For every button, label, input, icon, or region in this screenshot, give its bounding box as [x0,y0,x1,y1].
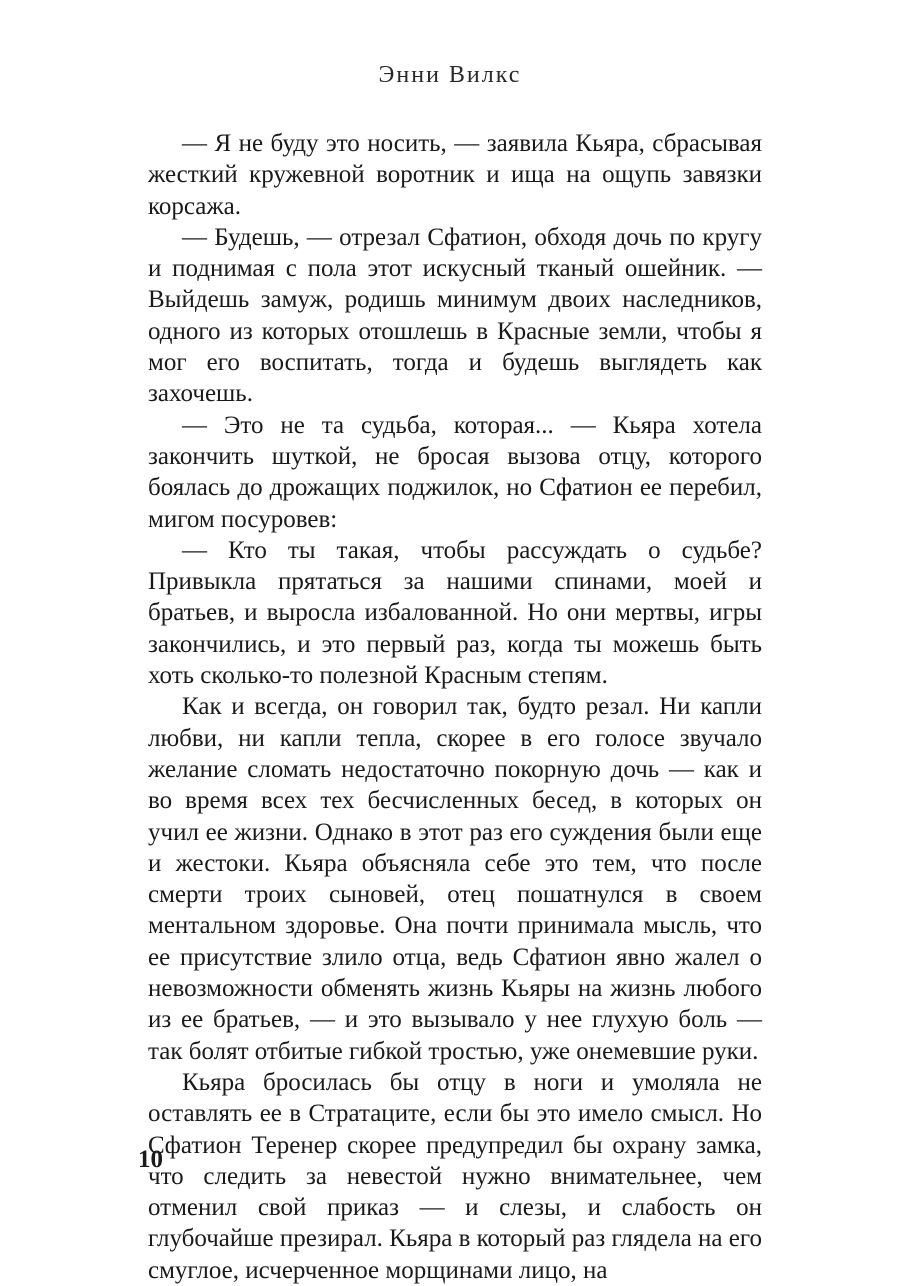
paragraph: — Я не буду это носить, — заявила Кьяра, сбрасывая жесткий кружевной воротник и ища на ощупь завязки корсажа. [148,130,762,220]
paragraph: — Будешь, — отрезал Сфатион, обходя дочь по кругу и поднимая с пола этот искусный тканый ошейник. — Выйдешь замуж, родишь минимум двоих наследников, одного из которых отошлешь в Красные земли, чтобы я мог его воспитать, тогда и будешь выглядеть как захочешь. [148,223,762,408]
paragraph: Кьяра бросилась бы отцу в ноги и умоляла не оставлять ее в Стратаците, если бы это имело смысл. Но Сфатион Теренер скорее предупредил бы охрану замка, что следить за невестой нужно внимательнее, чем отменил свой приказ — и слезы, и слабость он глубочайше презирал. Кьяра в который раз глядела на его смуглое, исчерченное морщинами лицо, на [148,1068,762,1284]
body-text [148,128,762,1286]
paragraph: Как и всегда, он говорил так, будто резал. Ни капли любви, ни капли тепла, скорее в его голосе звучало желание сломать недостаточно покорную дочь — как и во время всех тех бесчисленных бесед, в которых он учил ее жизни. Однако в этот раз его суждения были еще и жестоки. Кьяра объясняла себе это тем, что после смерти троих сыновей, отец пошатнулся в своем ментальном здоровье. Она почти принимала мысль, что ее присутствие злило отца, ведь Сфатион явно жалел о невозможности обменять жизнь Кьяры на жизнь любого из ее братьев, — и это вызывало у нее глухую боль — так болят отбитые гибкой тростью, уже онемевшие руки. [148,693,762,1065]
page-number: 10 [138,1146,163,1173]
paragraph: — Это не та судьба, которая... — Кьяра хотела закончить шуткой, не бросая вызова отцу, которого боялась до дрожащих поджилок, но Сфатион ее перебил, мигом посуровев: [148,411,762,533]
paragraph: — Кто ты такая, чтобы рассуждать о судьбе? Привыкла прятаться за нашими спинами, моей и братьев, и выросла избалованной. Но они мертвы, игры закончились, и это первый раз, когда ты можешь быть хоть сколько-то полезной Красным степям. [148,536,762,690]
running-head: Энни Вилкс [378,62,522,88]
